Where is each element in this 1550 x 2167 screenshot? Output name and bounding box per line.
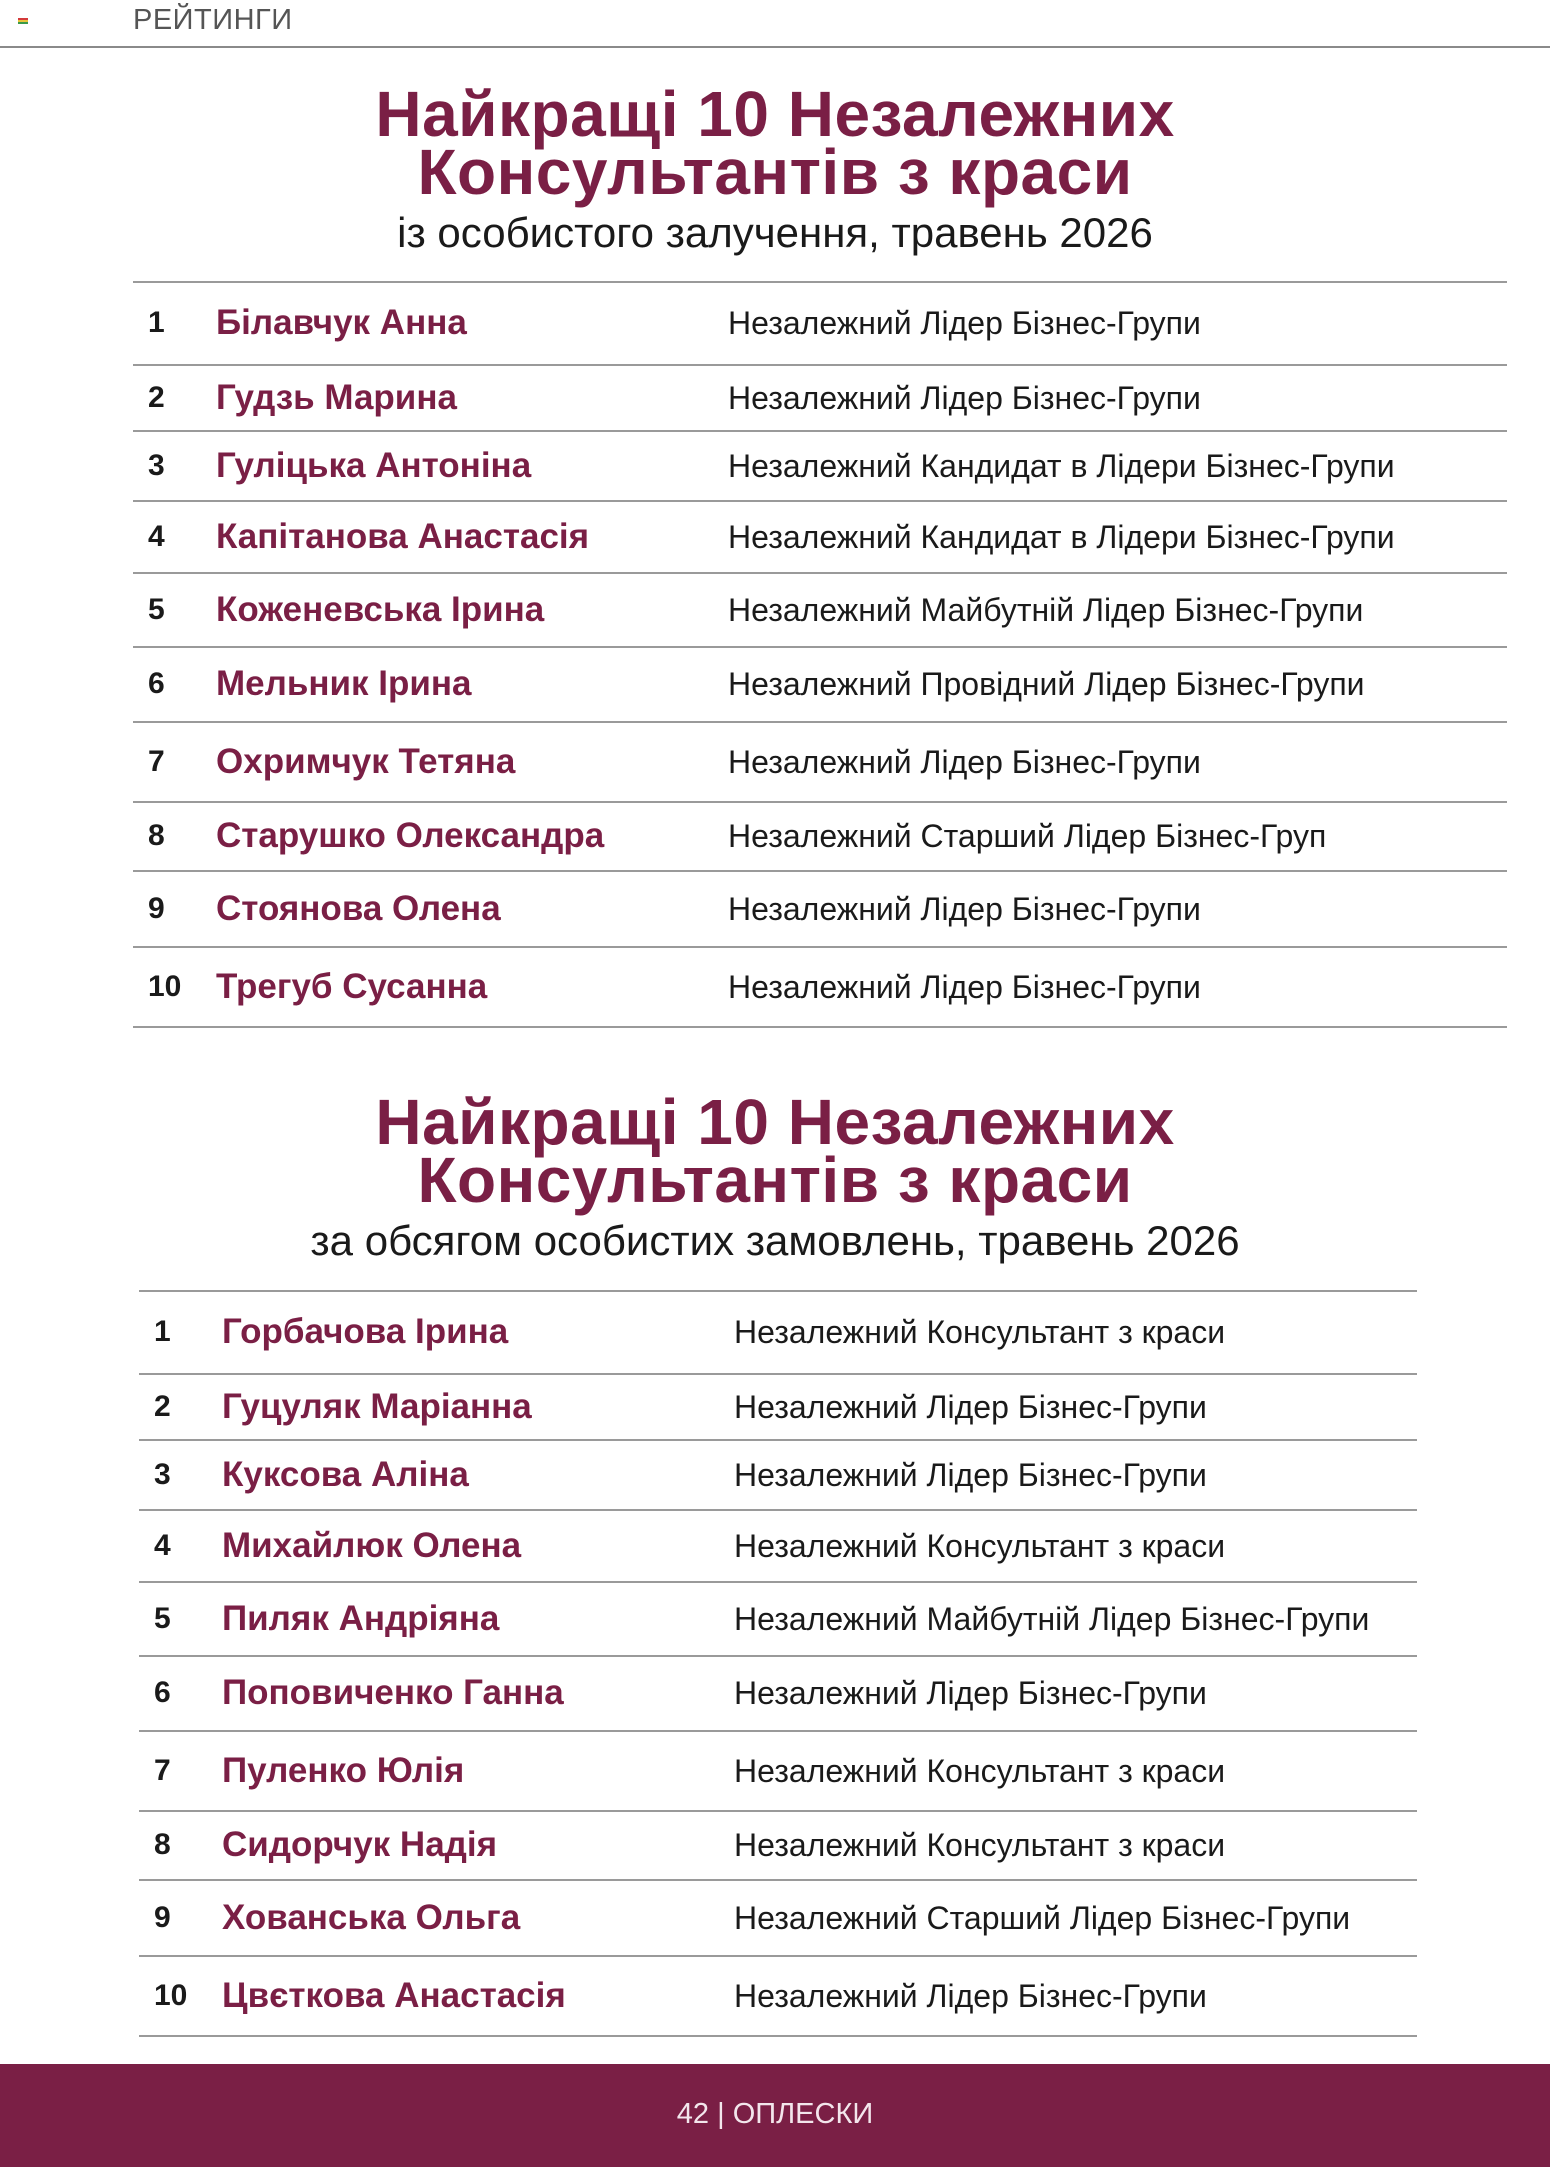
section-label: РЕЙТИНГИ (133, 4, 293, 36)
rank-number: 8 (154, 1828, 171, 1861)
consultant-status: Незалежний Лідер Бізнес-Групи (728, 969, 1201, 1005)
table-row (139, 1881, 1417, 1957)
consultant-status: Незалежний Лідер Бізнес-Групи (734, 1675, 1207, 1711)
rank-number: 5 (154, 1602, 171, 1635)
rank-number: 6 (148, 667, 165, 700)
consultant-status: Незалежний Майбутній Лідер Бізнес-Групи (728, 592, 1364, 628)
consultant-status: Незалежний Лідер Бізнес-Групи (734, 1389, 1207, 1425)
table-row (139, 1375, 1417, 1441)
rank-number: 6 (154, 1676, 171, 1709)
consultant-name: Цвєткова Анастасія (222, 1976, 566, 2015)
rank-number: 10 (148, 970, 182, 1003)
table-row (139, 1292, 1417, 1375)
rank-number: 2 (154, 1390, 171, 1423)
rank-number: 1 (148, 306, 165, 339)
consultant-name: Хованська Ольга (222, 1898, 521, 1937)
consultant-status: Незалежний Лідер Бізнес-Групи (734, 1978, 1207, 2014)
consultant-name: Гуцуляк Маріанна (222, 1387, 532, 1426)
consultant-status: Незалежний Лідер Бізнес-Групи (734, 1457, 1207, 1493)
consultant-status: Незалежний Лідер Бізнес-Групи (728, 305, 1201, 341)
consultant-name: Куксова Аліна (222, 1455, 469, 1494)
consultant-name: Пиляк Андріяна (222, 1599, 500, 1638)
section-subtitle: із особистого залучення, травень 2026 (397, 209, 1153, 256)
table-row (139, 1657, 1417, 1732)
consultant-name: Білавчук Анна (216, 303, 467, 342)
consultant-name: Коженевська Ірина (216, 590, 545, 629)
rank-number: 9 (154, 1901, 171, 1934)
table-row (139, 1511, 1417, 1583)
rank-number: 3 (154, 1458, 171, 1491)
consultant-name: Стоянова Олена (216, 889, 501, 928)
rank-number: 8 (148, 819, 165, 852)
consultant-status: Незалежний Лідер Бізнес-Групи (728, 891, 1201, 927)
consultant-status: Незалежний Консультант з краси (734, 1528, 1226, 1564)
consultant-status: Незалежний Лідер Бізнес-Групи (728, 380, 1201, 416)
consultant-status: Незалежний Майбутній Лідер Бізнес-Групи (734, 1601, 1370, 1637)
consultant-status: Незалежний Старший Лідер Бізнес-Груп (728, 818, 1327, 854)
consultant-name: Трегуб Сусанна (216, 967, 488, 1006)
consultant-name: Пуленко Юлія (222, 1751, 465, 1790)
rank-number: 3 (148, 449, 165, 482)
consultant-name: Михайлюк Олена (222, 1526, 522, 1565)
consultant-status: Незалежний Консультант з краси (734, 1753, 1226, 1789)
consultant-status: Незалежний Провідний Лідер Бізнес-Групи (728, 666, 1365, 702)
consultant-status: Незалежний Кандидат в Лідери Бізнес-Групи (728, 448, 1395, 484)
section-title-line1: Найкращі 10 Незалежних (375, 78, 1175, 150)
section-title-line2: Консультантів з краси (417, 1144, 1133, 1216)
consultant-status: Незалежний Консультант з краси (734, 1314, 1226, 1350)
rank-number: 4 (154, 1529, 171, 1562)
footer-text (0, 2098, 1550, 2131)
rank-number: 10 (154, 1979, 188, 2012)
rank-number: 1 (154, 1315, 171, 1348)
section-title-line2: Консультантів з краси (417, 136, 1133, 208)
consultant-name: Гуліцька Антоніна (216, 446, 532, 485)
rank-number: 5 (148, 593, 165, 626)
table-row (139, 1812, 1417, 1881)
footer-separator: | (717, 2098, 725, 2130)
section-title-line1: Найкращі 10 Незалежних (375, 1086, 1175, 1158)
section-subtitle: за обсягом особистих замовлень, травень 2026 (310, 1217, 1240, 1264)
table-row (139, 1583, 1417, 1657)
consultant-name: Поповиченко Ганна (222, 1673, 564, 1712)
rank-number: 2 (148, 381, 165, 414)
publication-name: ОПЛЕСКИ (732, 2098, 874, 2130)
rank-number: 9 (148, 892, 165, 925)
consultant-name: Капітанова Анастасія (216, 517, 590, 556)
consultant-status: Незалежний Консультант з краси (734, 1827, 1226, 1863)
consultant-name: Горбачова Ірина (222, 1312, 509, 1351)
rank-number: 7 (148, 745, 165, 778)
page-number: 42 (676, 2098, 710, 2130)
consultant-status: Незалежний Лідер Бізнес-Групи (728, 744, 1201, 780)
consultant-name: Мельник Ірина (216, 664, 472, 703)
consultant-status: Незалежний Старший Лідер Бізнес-Групи (734, 1900, 1351, 1936)
consultant-name: Сидорчук Надія (222, 1825, 498, 1864)
page-footer (0, 2064, 1550, 2167)
consultant-name: Охримчук Тетяна (216, 742, 516, 781)
table-row (139, 1957, 1417, 2037)
rank-number: 7 (154, 1754, 171, 1787)
consultant-status: Незалежний Кандидат в Лідери Бізнес-Групи (728, 519, 1395, 555)
consultant-name: Гудзь Марина (216, 378, 457, 417)
consultant-name: Старушко Олександра (216, 816, 605, 855)
ranking-table (139, 1290, 1417, 2037)
rank-number: 4 (148, 520, 165, 553)
table-row (139, 1441, 1417, 1511)
table-row (139, 1732, 1417, 1812)
